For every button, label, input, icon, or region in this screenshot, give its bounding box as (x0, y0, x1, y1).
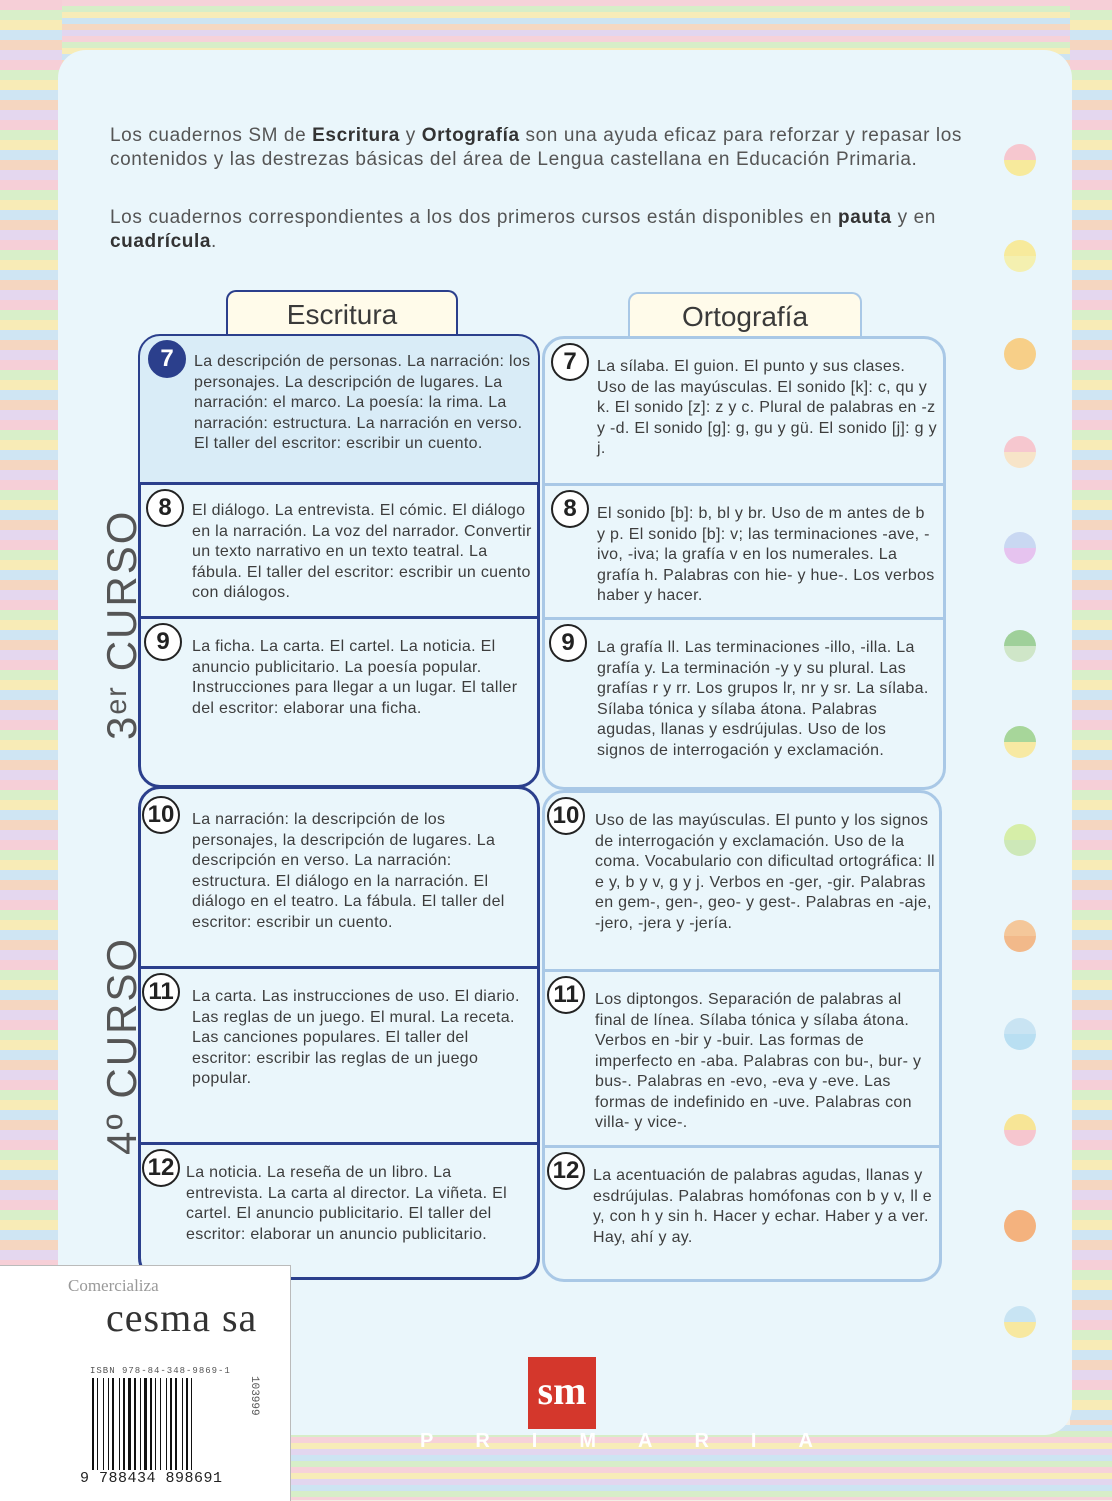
dot (1004, 1306, 1036, 1338)
barcode-bar (103, 1378, 104, 1470)
ortografia-box-10 (545, 793, 939, 969)
escritura-box-9 (140, 616, 538, 788)
escritura-box-12 (140, 1142, 538, 1278)
barcode-bar (140, 1378, 141, 1470)
barcode-bar (170, 1378, 172, 1470)
dot (1004, 920, 1036, 952)
primaria-label: PRIMARIA (420, 1430, 855, 1452)
dot (1004, 1210, 1036, 1242)
escritura-box-11 (140, 966, 538, 1142)
barcode-bar (182, 1378, 183, 1470)
escritura-box-10 (140, 790, 538, 966)
tercer-curso-label: 3ᵉʳ CURSO (98, 509, 145, 740)
escritura-text-11: La carta. Las instrucciones de uso. El diario. Las reglas de un juego. El mural. La receta. Las canciones populares. El taller del escritor: escribir las reglas de un juego popular. (192, 988, 520, 1087)
barcode-bar (108, 1378, 109, 1470)
isbn-text: ISBN 978-84-348-9869-1 (90, 1366, 231, 1376)
curso-labels (98, 370, 148, 1160)
ortografia-text-11: Los diptongos. Separación de palabras al final de línea. Sílaba tónica y sílaba átona. Verbos en -bir y -buir. Las formas de imperfecto en -aba. Palabras con bu-, bur- y bus-. Palabras en -evo, -eva y -eve. Las formas de indefinido en -uve. Palabras con villa- y vice-. (595, 991, 922, 1131)
escritura-text-9: La ficha. La carta. El cartel. La noticia. El anuncio publicitario. La poesía popular. Instrucciones para llegar a un lugar. El taller del escritor: elaborar una ficha. (192, 638, 518, 717)
intro-paragraph-2: Los cuadernos correspondientes a los dos primeros cursos están disponibles en pauta y en cuadrícula. (110, 207, 936, 252)
cuarto-curso-label: 4º CURSO (98, 936, 145, 1155)
barcode-bar (166, 1378, 167, 1470)
barcode-bar (92, 1378, 94, 1470)
dot (1004, 144, 1036, 176)
dot (1004, 1018, 1036, 1050)
barcode-number: 9 788434 898691 (80, 1470, 223, 1487)
ortografia-text-7: La sílaba. El guion. El punto y sus clases. Uso de las mayúsculas. El sonido [k]: c, qu y k. El sonido [z]: z y c. Plural de palabras en -z y -d. El sonido [g]: g, gu y gü. El sonido [j]: g y j. (597, 358, 937, 457)
escritura-num-11: 11 (142, 973, 180, 1011)
ortografia-text-8: El sonido [b]: b, bl y br. Uso de m antes de b y p. El sonido [b]: v; las terminaciones -ave, -ivo, -iva; la grafía v en los numerales. La grafía h. Palabras con hie- y hue-. Los verbos haber y hacer. (597, 505, 935, 604)
ortografia-text-10: Uso de las mayúsculas. El punto y los signos de interrogación y exclamación. Uso de la coma. Vocabulario con dificultad ortográfica: ll e y, b y v, g y j. Verbos en -ger, -gir. Palabras en gem-, gen-, geo- y gest-. Palabras en -aje, -jero, -jera y -jería. (595, 812, 935, 932)
ortografia-box-7 (545, 339, 943, 483)
ortografia-num-9: 9 (549, 624, 587, 662)
barcode-bar (175, 1378, 177, 1470)
escritura-text-12: La noticia. La reseña de un libro. La entrevista. La carta al director. La viñeta. El cartel. El anuncio publicitario. El taller del escritor: elaborar un anuncio publicitario. (186, 1164, 507, 1243)
barcode-bar (186, 1378, 188, 1470)
escritura-box-7 (140, 336, 538, 482)
dot (1004, 726, 1036, 758)
barcode-card (0, 1265, 291, 1501)
barcode-bar (134, 1378, 136, 1470)
comercializa-label: Comercializa (68, 1276, 159, 1295)
barcode-bar (112, 1378, 114, 1470)
ortografia-box-11 (545, 969, 939, 1145)
escritura-num-7: 7 (148, 340, 186, 378)
vertical-code: 103999 (248, 1376, 260, 1416)
barcode-bar (155, 1378, 156, 1470)
escritura-column-title: Escritura (226, 290, 458, 338)
escritura-num-12: 12 (142, 1149, 180, 1187)
barcode-bar (123, 1378, 125, 1470)
ortografia-num-11: 11 (547, 976, 585, 1014)
barcode-bar (128, 1378, 131, 1470)
ortografia-text-9: La grafía ll. Las terminaciones -illo, -illa. La grafía y. La terminación -y y su plural. Las grafías r y rr. Los grupos lr, nr y sr. La sílaba. Sílaba tónica y sílaba átona. Palabras agudas, llanas y esdrújulas. Uso de los signos de interrogación y exclamación. (597, 639, 929, 759)
dot (1004, 1114, 1036, 1146)
dot (1004, 338, 1036, 370)
ortografia-box-8 (545, 483, 943, 617)
escritura-box-8 (140, 482, 538, 616)
escritura-num-8: 8 (146, 489, 184, 527)
ortografia-column-title: Ortografía (628, 292, 862, 340)
ortografia-num-8: 8 (551, 490, 589, 528)
escritura-num-10: 10 (142, 796, 180, 834)
escritura-text-7: La descripción de personas. La narración: los personajes. La descripción de lugares. La narración: el marco. La poesía: la rima. La narración: estructura. La narración en verso. El taller del escritor: escribir un cuento. (194, 353, 531, 452)
escritura-text-8: El diálogo. La entrevista. El cómic. El diálogo en la narración. La voz del narrador. Convertir un texto narrativo en un texto teatral. La fábula. El taller del escritor: escribir un cuento con diálogos. (192, 502, 532, 601)
ortografia-text-12: La acentuación de palabras agudas, llanas y esdrújulas. Palabras homófonas con b y v, ll e y, con h y sin h. Hacer y echar. Haber y a ver. Hay, ahí y ay. (593, 1167, 933, 1246)
barcode-bar (191, 1378, 192, 1470)
ortografia-num-12: 12 (547, 1152, 585, 1190)
barcode-bar (97, 1378, 98, 1470)
sm-logo: sm (528, 1357, 596, 1429)
escritura-num-9: 9 (144, 623, 182, 661)
ortografia-box-9 (545, 617, 943, 789)
decorative-dots (1004, 140, 1038, 1360)
barcode-bar (119, 1378, 120, 1470)
dot (1004, 240, 1036, 272)
barcode-bar (150, 1378, 152, 1470)
dot (1004, 532, 1036, 564)
barcode-bar (160, 1378, 161, 1470)
escritura-text-10: La narración: la descripción de los personajes, la descripción de lugares. La descripción en verso. La narración: estructura. El diálogo en la narración. El diálogo en el teatro. La fábula. El taller del escritor: escribir un cuento. (192, 811, 505, 931)
ortografia-num-10: 10 (547, 797, 585, 835)
intro-paragraph-1: Los cuadernos SM de Escritura y Ortografía son una ayuda eficaz para reforzar y repasar los contenidos y las destrezas básicas del área de Lengua castellana en Educación Primaria. (110, 125, 962, 170)
barcode (92, 1378, 252, 1470)
dot (1004, 630, 1036, 662)
dot (1004, 436, 1036, 468)
right-stripes (1070, 0, 1112, 1500)
ortografia-num-7: 7 (551, 343, 589, 381)
dot (1004, 824, 1036, 856)
ortografia-box-12 (545, 1145, 939, 1279)
barcode-bar (144, 1378, 147, 1470)
cesma-logo: cesma sa (106, 1295, 258, 1340)
